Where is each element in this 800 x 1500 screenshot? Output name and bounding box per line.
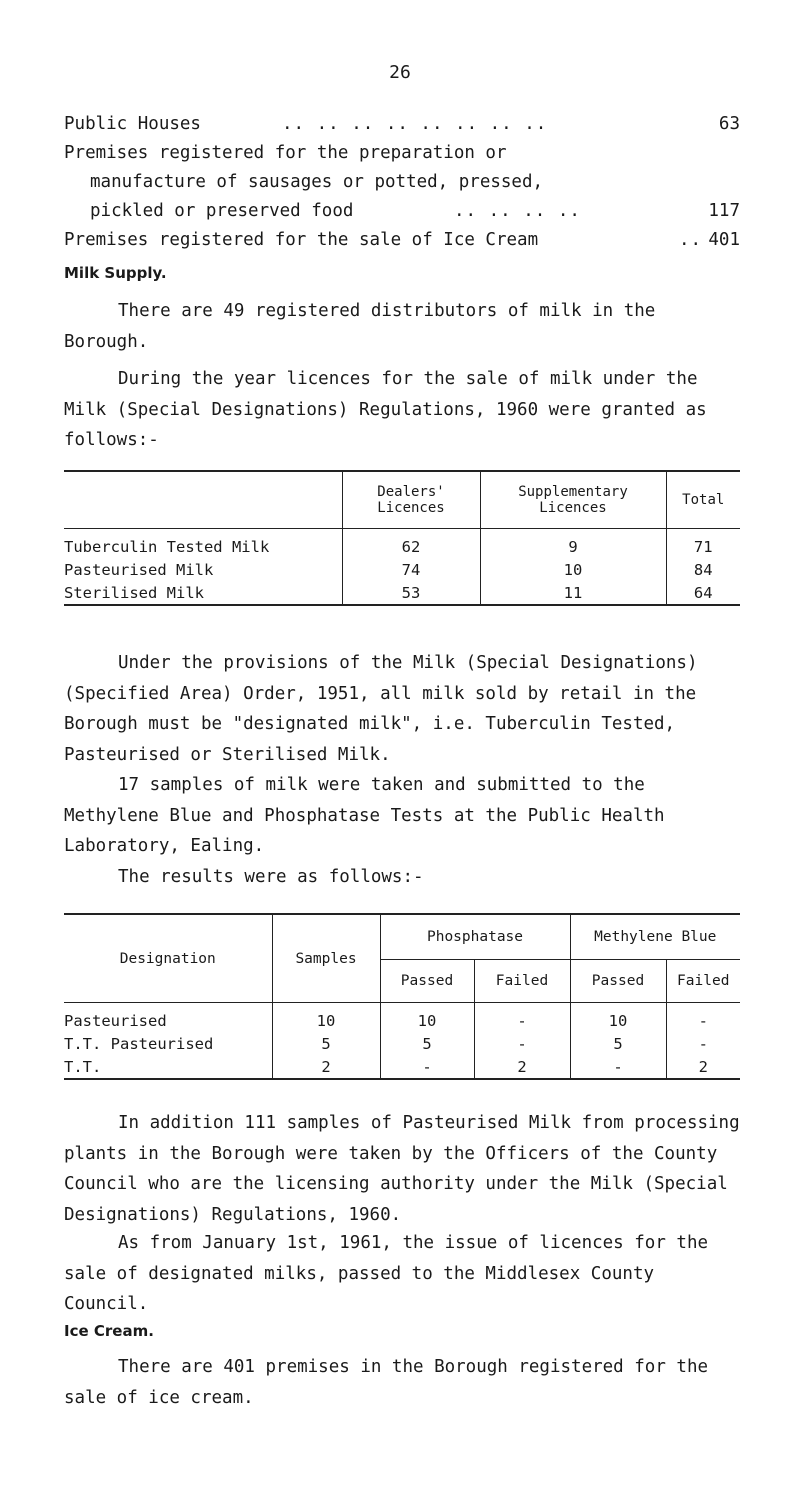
table-cell: 5 — [380, 1032, 474, 1055]
table-cell: Sterilised Milk — [64, 583, 204, 602]
table-cell: 10 — [570, 1009, 666, 1032]
table-cell: 74 — [342, 558, 480, 581]
leader-dots: .. — [679, 230, 703, 250]
table-cell: 2 — [474, 1055, 570, 1079]
premises-label: Premises registered for the preparation or — [64, 143, 507, 163]
table-cell: 53 — [342, 581, 480, 605]
milk-supply-paragraph-5: The results were as follows:- — [118, 867, 424, 887]
milk-supply-paragraph-6: In addition 111 samples of Pasteurised Milk from processing plants in the Borough were taken by the Officers of the County Council who are the licensing authority under the Milk (Special Designations) Regulations, 1960. — [64, 1113, 740, 1225]
header-passed: Passed — [570, 960, 666, 1003]
table-row — [64, 1032, 740, 1055]
header-cell: Total — [666, 472, 740, 529]
header-designation: Designation — [119, 950, 216, 967]
header-methylene-blue: Methylene Blue — [570, 915, 740, 960]
table-cell: - — [666, 1032, 740, 1055]
table-cell: 11 — [480, 581, 666, 605]
milk-supply-paragraph-1: There are 49 registered distributors of milk in the Borough. — [64, 301, 656, 352]
table-cell: 10 — [480, 558, 666, 581]
premises-count: 63 — [718, 114, 740, 134]
table-cell: - — [666, 1009, 740, 1032]
header-samples: Samples — [272, 915, 380, 1003]
leader-dots: .. .. .. .. .. .. .. .. — [282, 114, 548, 134]
premises-label: Public Houses — [64, 114, 201, 134]
table-cell: T.T. — [64, 1057, 102, 1076]
table-cell: 71 — [666, 535, 740, 558]
premises-item-food-line-1 — [64, 143, 740, 169]
table-cell: 9 — [480, 535, 666, 558]
table-cell: 5 — [570, 1032, 666, 1055]
table-cell: 2 — [272, 1055, 380, 1079]
table-cell: 5 — [272, 1032, 380, 1055]
header-cell: Dealers' Licences — [342, 472, 480, 529]
table-cell: 10 — [380, 1009, 474, 1032]
licence-table — [64, 470, 740, 606]
table-cell: 64 — [666, 581, 740, 605]
table-cell: - — [474, 1032, 570, 1055]
table-cell: 62 — [342, 535, 480, 558]
premises-label: Premises registered for the sale of Ice Cream — [64, 230, 539, 250]
header-failed: Failed — [474, 960, 570, 1003]
header-cell: Supplementary Licences — [480, 472, 666, 529]
premises-count: 117 — [708, 201, 740, 221]
table-cell: - — [474, 1009, 570, 1032]
premises-item-food-line-3 — [64, 201, 740, 227]
header-passed: Passed — [380, 960, 474, 1003]
licence-table-header — [64, 472, 740, 529]
table-cell: 10 — [272, 1009, 380, 1032]
milk-supply-paragraph-7: As from January 1st, 1961, the issue of licences for the sale of designated milks, passed to the Middlesex County Council. — [64, 1233, 709, 1314]
table-row — [64, 535, 740, 558]
milk-supply-paragraph-4: 17 samples of milk were taken and submitted to the Methylene Blue and Phosphatase Tests at the Public Health Laboratory, Ealing. — [64, 775, 665, 856]
ice-cream-paragraph-1: There are 401 premises in the Borough registered for the sale of ice cream. — [64, 1357, 709, 1408]
results-table — [64, 913, 740, 1080]
milk-supply-paragraph-2: During the year licences for the sale of milk under the Milk (Special Designations) Regulations, 1960 were granted as follows:- — [64, 369, 707, 450]
page-number: 26 — [389, 62, 411, 83]
results-table-header — [64, 915, 740, 960]
leader-dots: .. .. .. .. — [454, 201, 581, 221]
milk-supply-paragraph-3: Under the provisions of the Milk (Special Designations) (Specified Area) Order, 1951, all milk sold by retail in the Borough must be "designated milk", i.e. Tuberculin Tested, Pasteurised or Sterilised Milk. — [64, 653, 698, 765]
premises-label: manufacture of sausages or potted, pressed, — [90, 172, 544, 192]
table-row — [64, 1009, 740, 1032]
premises-item-public-houses — [64, 114, 740, 140]
premises-item-ice-cream — [64, 230, 740, 256]
table-row — [64, 1055, 740, 1079]
table-cell: - — [380, 1055, 474, 1079]
header-cell — [64, 472, 342, 529]
premises-label: pickled or preserved food — [90, 201, 354, 221]
table-cell: 84 — [666, 558, 740, 581]
table-cell: 2 — [666, 1055, 740, 1079]
premises-count: 401 — [708, 230, 740, 250]
milk-supply-heading: Milk Supply. — [64, 264, 167, 282]
table-row — [64, 558, 740, 581]
table-cell: Pasteurised — [64, 1011, 167, 1030]
premises-item-food-line-2 — [64, 172, 740, 198]
header-failed: Failed — [666, 960, 740, 1003]
table-cell: Tuberculin Tested Milk — [64, 537, 270, 556]
ice-cream-heading: Ice Cream. — [64, 1322, 154, 1340]
table-cell: T.T. Pasteurised — [64, 1034, 214, 1053]
header-phosphatase: Phosphatase — [380, 915, 570, 960]
table-row — [64, 581, 740, 605]
table-cell: - — [570, 1055, 666, 1079]
table-cell: Pasteurised Milk — [64, 560, 214, 579]
